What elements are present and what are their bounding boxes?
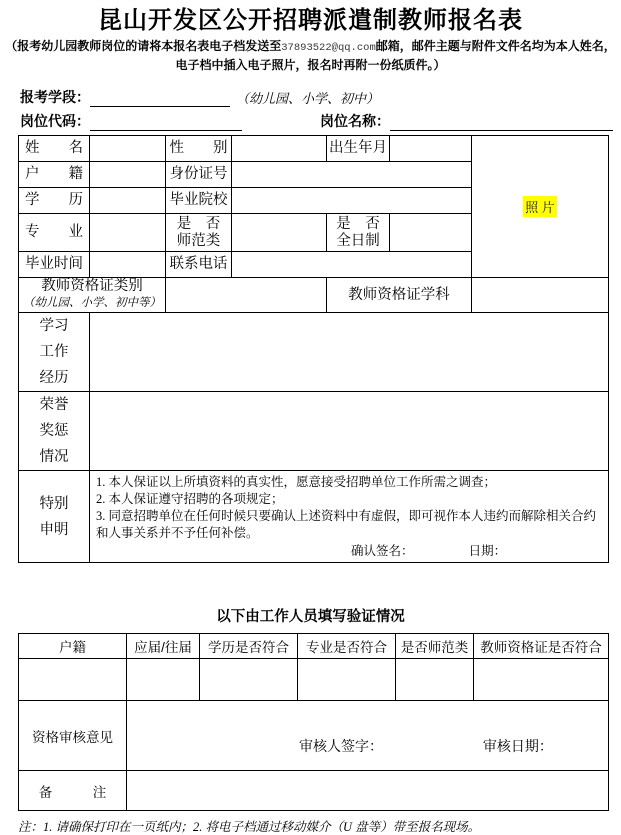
phone-label: 联系电话 xyxy=(166,252,232,278)
honors-label: 荣誉 奖惩 情况 xyxy=(19,392,90,471)
stage-options-hint: （幼儿园、小学、初中） xyxy=(236,91,380,106)
birth-value-cell[interactable] xyxy=(390,136,472,162)
gender-value-cell[interactable] xyxy=(232,136,327,162)
gender-label: 性 别 xyxy=(166,136,232,162)
verify-value-row xyxy=(19,659,609,701)
cert-subject-value-cell[interactable] xyxy=(472,278,609,313)
page-title: 昆山开发区公开招聘派遣制教师报名表 xyxy=(98,8,523,34)
major-label: 专 业 xyxy=(19,214,90,252)
row-statement xyxy=(19,471,609,563)
verify-section-title: 以下由工作人员填写验证情况 xyxy=(216,609,405,625)
id-number-value-cell[interactable] xyxy=(232,162,472,188)
verify-cert-cell[interactable] xyxy=(474,659,609,701)
audit-opinion-cell[interactable] xyxy=(127,701,609,771)
major-value-cell[interactable] xyxy=(90,214,166,252)
statement-label: 特别 申明 xyxy=(19,471,90,563)
confirm-sign-label: 确认签名： xyxy=(351,544,414,558)
is-normal-label: 是 否 师范类 xyxy=(166,214,232,252)
verify-normal-cell[interactable] xyxy=(396,659,474,701)
verify-col-cert: 教师资格证是否符合 xyxy=(474,634,609,659)
experience-label: 学习 工作 经历 xyxy=(19,313,90,392)
verify-fresh-cell[interactable] xyxy=(127,659,200,701)
name-value-cell[interactable] xyxy=(90,136,166,162)
remark-label: 备 注 xyxy=(19,771,127,811)
photo-placeholder-label: 照 片 xyxy=(523,196,557,217)
cert-type-value-cell[interactable] xyxy=(166,278,327,313)
verify-col-major: 专业是否符合 xyxy=(298,634,396,659)
row-name xyxy=(19,136,609,162)
contact-email: 37893522@qq.com xyxy=(281,42,376,54)
is-normal-value-cell[interactable] xyxy=(232,214,327,252)
verify-residence-cell[interactable] xyxy=(19,659,127,701)
statement-line-1: 1. 本人保证以上所填资料的真实性，愿意接受招聘单位工作所需之调查； xyxy=(96,475,497,489)
audit-date-label: 审核日期： xyxy=(482,738,553,754)
verify-header-row xyxy=(19,634,609,659)
signature-line xyxy=(96,543,602,560)
stage-line xyxy=(20,87,613,107)
post-name-label: 岗位名称： xyxy=(320,115,390,130)
audit-row xyxy=(19,701,609,771)
phone-value-cell[interactable] xyxy=(232,252,472,278)
notice-line1: （报考幼儿园教师岗位的请将本报名表电子档发送至37893522@qq.com邮箱，邮件主题与附件文件名均为本人姓名， xyxy=(5,39,616,54)
education-label: 学 历 xyxy=(19,188,90,214)
cert-subject-label: 教师资格证学科 xyxy=(327,278,472,313)
education-value-cell[interactable] xyxy=(90,188,166,214)
applicant-info-table xyxy=(18,135,609,563)
sign-date-label: 日期： xyxy=(468,544,507,558)
photo-cell[interactable] xyxy=(472,136,609,278)
school-value-cell[interactable] xyxy=(232,188,472,214)
post-name-input-blank[interactable] xyxy=(390,115,613,131)
experience-value-cell[interactable] xyxy=(90,313,609,392)
apply-fields xyxy=(20,87,613,131)
verify-col-fresh: 应届/往届 xyxy=(127,634,200,659)
stage-input-blank[interactable] xyxy=(90,91,230,107)
row-honors xyxy=(19,392,609,471)
header-notice xyxy=(0,38,621,74)
verify-col-residence: 户籍 xyxy=(19,634,127,659)
post-line xyxy=(20,111,613,131)
is-fulltime-label: 是 否 全日制 xyxy=(327,214,390,252)
remark-row xyxy=(19,771,609,811)
notice-line2: 电子档中插入电子照片，报名时再附一份纸质件。） xyxy=(175,58,446,72)
verification-table xyxy=(18,633,609,811)
school-label: 毕业院校 xyxy=(166,188,232,214)
grad-time-value-cell[interactable] xyxy=(90,252,166,278)
auditor-sign-label: 审核人签字： xyxy=(299,738,383,754)
grad-time-label: 毕业时间 xyxy=(19,252,90,278)
post-code-input-blank[interactable] xyxy=(90,115,242,131)
audit-label: 资格审核意见 xyxy=(19,701,127,771)
cert-type-label: 教师资格证类别 （幼儿园、小学、初中等） xyxy=(19,278,166,313)
remark-value-cell[interactable] xyxy=(127,771,609,811)
is-fulltime-value-cell[interactable] xyxy=(390,214,472,252)
name-label: 姓 名 xyxy=(19,136,90,162)
id-number-label: 身份证号 xyxy=(166,162,232,188)
verify-major-cell[interactable] xyxy=(298,659,396,701)
post-code-label: 岗位代码： xyxy=(20,115,90,130)
footnote: 注：1. 请确保打印在一页纸内；2. 将电子档通过移动媒介（U 盘等）带至报名现场。 xyxy=(18,820,481,834)
statement-line-2: 2. 本人保证遵守招聘的各项规定； xyxy=(96,492,284,506)
statement-content xyxy=(90,471,609,563)
verify-col-education: 学历是否符合 xyxy=(200,634,298,659)
birth-label: 出生年月 xyxy=(327,136,390,162)
row-experience xyxy=(19,313,609,392)
stage-label: 报考学段： xyxy=(20,91,90,106)
row-certificate xyxy=(19,278,609,313)
verify-col-normal: 是否师范类 xyxy=(396,634,474,659)
statement-line-3: 3. 同意招聘单位在任何时候只要确认上述资料中有虚假，即可视作本人违约而解除相关合约和人事关系并不予任何补偿。 xyxy=(96,509,597,540)
verify-education-cell[interactable] xyxy=(200,659,298,701)
residence-label: 户 籍 xyxy=(19,162,90,188)
honors-value-cell[interactable] xyxy=(90,392,609,471)
residence-value-cell[interactable] xyxy=(90,162,166,188)
